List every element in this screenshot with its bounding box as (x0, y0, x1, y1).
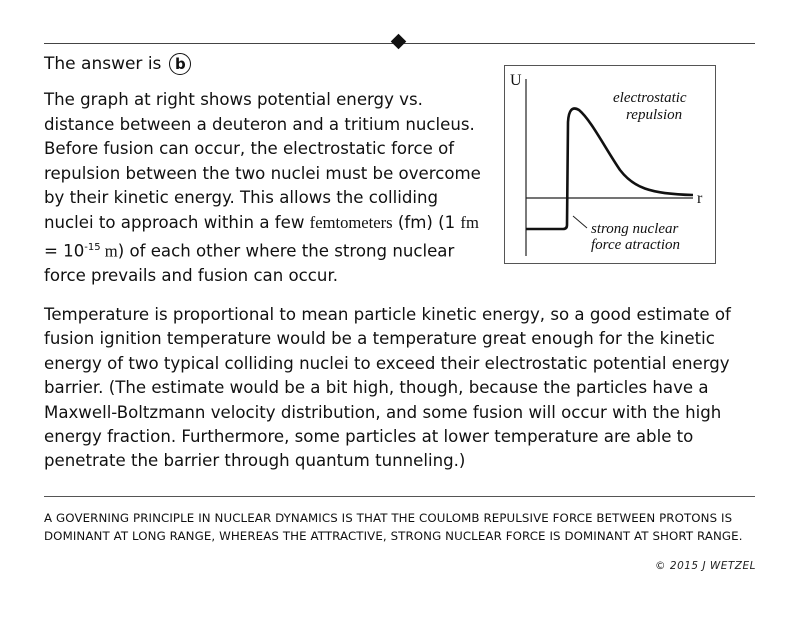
intro-unit-name: femtometers (309, 212, 393, 232)
bottom-divider (44, 496, 755, 497)
diamond-ornament-icon (391, 34, 407, 50)
repulsion-label-line2: repulsion (626, 107, 683, 123)
repulsion-label-line1: electrostatic (613, 90, 687, 106)
intro-text-4: ) of each other where the strong nuclear force prevails and fusion can occur. (44, 241, 455, 285)
y-axis-label: U (510, 72, 522, 89)
intro-fm: fm (460, 212, 479, 232)
intro-text-3: = 10 (44, 241, 85, 261)
intro-paragraph (44, 88, 490, 288)
potential-energy-svg (505, 66, 715, 263)
principle-caption: A GOVERNING PRINCIPLE IN NUCLEAR DYNAMICS IS THAT THE COULOMB REPULSIVE FORCE BETWEEN PROTONS IS DOMINANT AT LONG RANGE, WHEREAS THE ATTRACTIVE, STRONG NUCLEAR FORCE IS DOMINANT AT SHORT RANGE. (44, 511, 743, 543)
intro-text-2: (fm) (1 (392, 212, 461, 232)
answer-line (44, 52, 191, 76)
attraction-label-line1: strong nuclear (591, 221, 679, 237)
intro-exponent: -15 (84, 241, 101, 253)
copyright-notice: © 2015 J WETZEL (655, 560, 756, 572)
answer-choice-badge: b (169, 53, 191, 75)
intro-meter: m (100, 241, 118, 261)
intro-text-1: The graph at right shows potential energy vs. distance between a deuteron and a tritium nucleus. Before fusion can occur, the electrostatic force of repulsion between the two nuclei must be overcome by their kinetic energy. This allows the colliding nuclei to approach within a few (44, 90, 481, 232)
x-axis-label: r (697, 190, 703, 207)
attraction-leader-line (573, 216, 587, 228)
potential-curve (526, 109, 693, 230)
potential-energy-graph (504, 65, 716, 264)
attraction-label-line2: force atraction (591, 237, 681, 253)
answer-prefix: The answer is (44, 54, 162, 74)
temperature-paragraph: Temperature is proportional to mean particle kinetic energy, so a good estimate of fusion ignition temperature would be a temperature great enough for the kinetic energy of two typical colliding nuclei to exceed their electrostatic potential energy barrier. (The estimate would be a bit high, though, because the particles have a Maxwell-Boltzmann velocity distribution, and some fusion will occur with the high energy fraction. Furthermore, some particles at lower temperature are able to penetrate the barrier through quantum tunneling.) (44, 305, 731, 471)
